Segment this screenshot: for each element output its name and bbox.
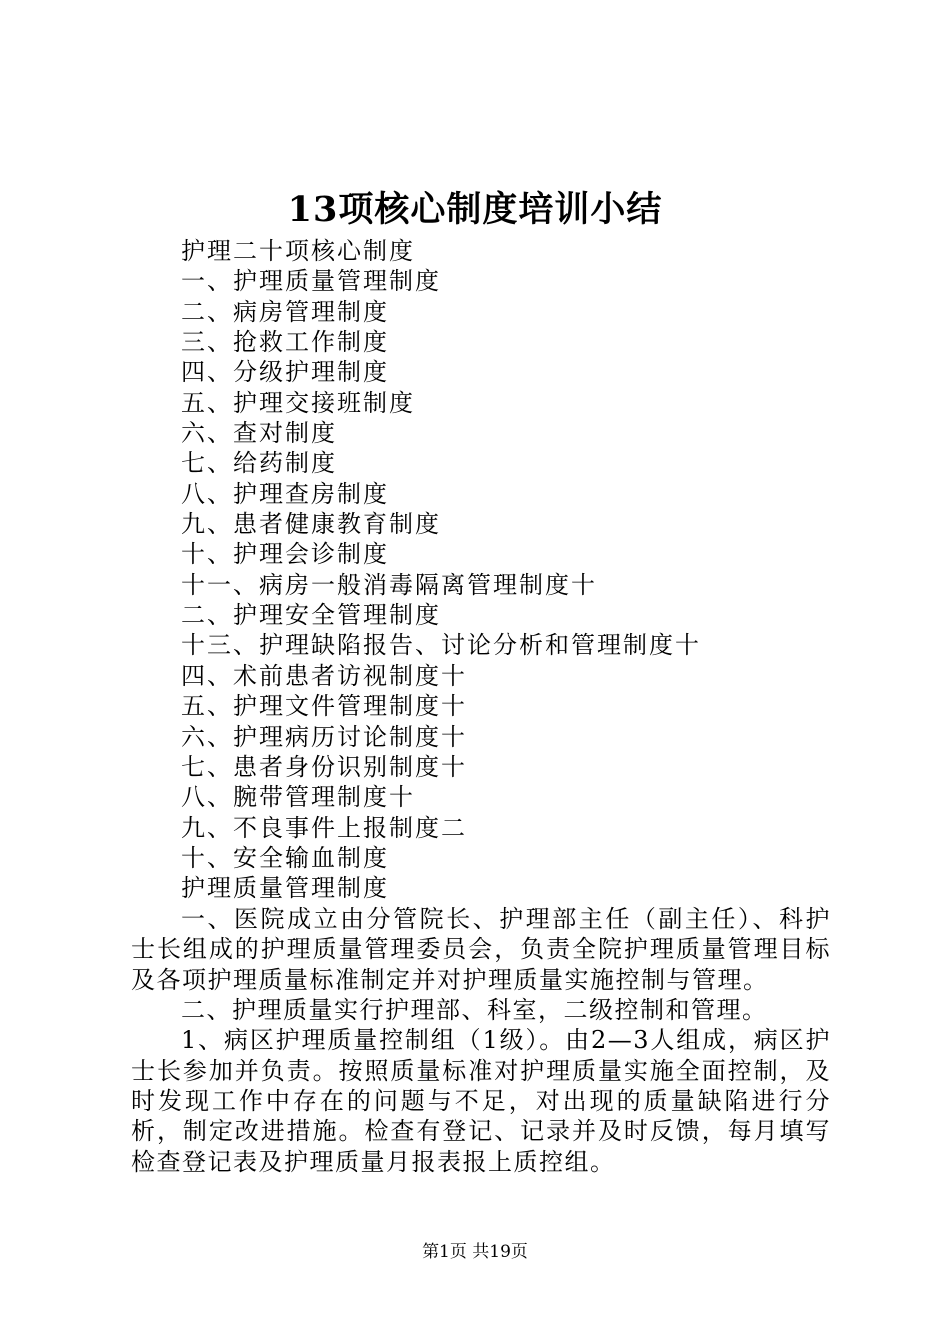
list-item: 十三、护理缺陷报告、讨论分析和管理制度十 — [181, 631, 701, 660]
list-item: 十一、病房一般消毒隔离管理制度十 — [181, 570, 597, 599]
paragraph: 一、医院成立由分管院长、护理部主任（副主任）、科护士长组成的护理质量管理委员会，负责全院护理质量管理目标及各项护理质量标准制定并对护理质量实施控制与管理。 — [131, 905, 831, 994]
list-item: 五、护理文件管理制度十 — [181, 692, 467, 721]
paragraph: 1、病区护理质量控制组（1级）。由2—3人组成，病区护士长参加并负责。按照质量标准对护理质量实施全面控制，及时发现工作中存在的问题与不足，对出现的质量缺陷进行分析，制定改进措施。检查有登记、记录并及时反馈，每月填写检查登记表及护理质量月报表报上质控组。 — [131, 1026, 831, 1176]
list-item: 六、护理病历讨论制度十 — [181, 722, 467, 751]
list-item: 一、护理质量管理制度 — [181, 267, 441, 296]
section-heading: 护理质量管理制度 — [181, 874, 389, 903]
paragraph: 二、护理质量实行护理部、科室，二级控制和管理。 — [181, 996, 768, 1025]
list-item: 七、给药制度 — [181, 449, 337, 478]
list-item: 八、腕带管理制度十 — [181, 783, 415, 812]
document-title: 13项核心制度培训小结 — [287, 189, 663, 230]
list-item: 二、病房管理制度 — [181, 297, 389, 326]
list-item: 三、抢救工作制度 — [181, 328, 389, 357]
list-item: 四、术前患者访视制度十 — [181, 661, 467, 690]
body-text — [131, 904, 831, 1177]
list-item: 八、护理查房制度 — [181, 479, 389, 508]
list-item: 四、分级护理制度 — [181, 358, 389, 387]
list-item: 十、护理会诊制度 — [181, 540, 389, 569]
list-item: 十、安全输血制度 — [181, 843, 389, 872]
page-footer: 第1页 共19页 — [422, 1242, 528, 1262]
list-item: 五、护理交接班制度 — [181, 388, 415, 417]
list-item: 六、查对制度 — [181, 419, 337, 448]
list-item: 九、不良事件上报制度二 — [181, 813, 467, 842]
rules-list — [181, 236, 881, 904]
list-item: 九、患者健康教育制度 — [181, 510, 441, 539]
list-item: 护理二十项核心制度 — [181, 237, 415, 265]
list-item: 七、患者身份识别制度十 — [181, 752, 467, 781]
list-item: 二、护理安全管理制度 — [181, 601, 441, 630]
